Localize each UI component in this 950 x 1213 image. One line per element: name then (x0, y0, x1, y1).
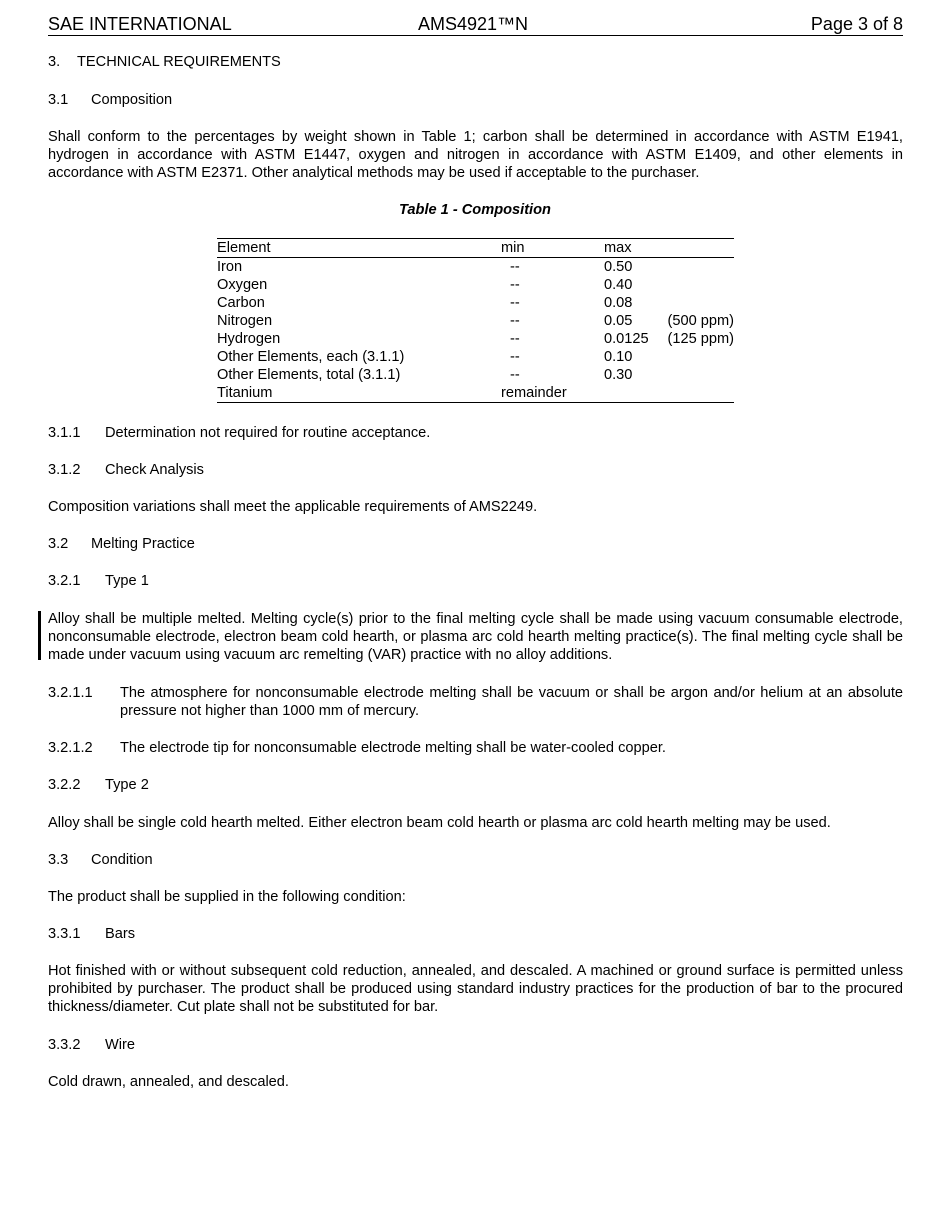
header-page-number: Page 3 of 8 (810, 14, 903, 34)
section-3-1-body: Shall conform to the percentages by weight shown in Table 1; carbon shall be determined in accordance with ASTM E1941, hydrogen in accordance with ASTM E1447, oxygen and nitrogen in accordance with ASTM E1409, and other elements in accordance with ASTM E2371. Other analytical methods may be used if acceptable to the purchaser. (48, 129, 903, 181)
table-header-row (217, 239, 734, 258)
cell-min: -- (510, 295, 520, 311)
cell-max (604, 384, 660, 403)
cell-max: 0.05 (604, 313, 633, 329)
section-3-3-2-body: Cold drawn, annealed, and descaled. (48, 1074, 289, 1090)
cell-ppm: (500 ppm) (667, 313, 734, 329)
section-3-2-1-1 (48, 684, 903, 720)
table-row (217, 312, 734, 330)
header-organization: SAE INTERNATIONAL (48, 14, 232, 34)
section-number: 3.2.1.1 (48, 685, 93, 701)
section-3-3-heading (48, 851, 153, 869)
table-row (217, 384, 734, 403)
cell-min: -- (510, 259, 520, 275)
section-3-3-body: The product shall be supplied in the following condition: (48, 889, 406, 905)
cell-element: Other Elements, each (3.1.1) (217, 349, 405, 365)
cell-max: 0.08 (604, 295, 633, 311)
header-document-number: AMS4921™N (418, 14, 529, 34)
section-text: The electrode tip for nonconsumable electrode melting shall be water-cooled copper. (120, 740, 666, 756)
section-title: Check Analysis (105, 462, 204, 478)
section-3-3-1-heading (48, 925, 135, 943)
section-title: Melting Practice (91, 536, 195, 552)
section-3-3-1-body: Hot finished with or without subsequent cold reduction, annealed, and descaled. A machined or ground surface is permitted unless prohibited by purchaser. The product shall be produced using standard industry practices for the production of bar to the procured thickness/diameter. Cut plate shall not be substituted for bar. (48, 963, 903, 1015)
section-3-1-1 (48, 424, 430, 442)
section-number: 3.3.1 (48, 926, 81, 942)
table-row (217, 294, 734, 312)
cell-min: -- (510, 277, 520, 293)
page-header (48, 13, 903, 36)
table-1-caption: Table 1 - Composition (399, 202, 551, 218)
section-3-heading (48, 53, 281, 71)
section-title: Type 1 (105, 573, 149, 589)
cell-max: 0.50 (604, 259, 633, 275)
section-3-2-2-heading (48, 776, 149, 794)
section-3-2-1-2 (48, 739, 903, 757)
section-3-2-2-body: Alloy shall be single cold hearth melted. Either electron beam cold hearth or plasma arc cold hearth melting may be used. (48, 815, 831, 831)
cell-element: Other Elements, total (3.1.1) (217, 367, 401, 383)
table-row (217, 276, 734, 294)
section-3-3-2-heading (48, 1036, 135, 1054)
cell-element: Carbon (217, 295, 265, 311)
cell-element: Oxygen (217, 277, 268, 293)
table-row (217, 366, 734, 384)
cell-max: 0.0125 (604, 331, 649, 347)
cell-min: -- (510, 367, 520, 383)
cell-element: Hydrogen (217, 331, 281, 347)
composition-table (217, 238, 734, 403)
cell-element: Titanium (217, 385, 273, 401)
table-row (217, 258, 734, 277)
section-number: 3.3.2 (48, 1037, 81, 1053)
revision-change-bar (38, 611, 41, 660)
column-header-ppm (660, 239, 734, 258)
section-number: 3.1 (48, 92, 69, 108)
section-title: TECHNICAL REQUIREMENTS (77, 54, 281, 70)
column-header-min: min (501, 240, 525, 256)
cell-max: 0.10 (604, 349, 633, 365)
section-text: The atmosphere for nonconsumable electrode melting shall be vacuum or shall be argon and/or helium at an absolute pressure not higher than 1000 mm of mercury. (120, 685, 903, 719)
section-number: 3.2 (48, 536, 69, 552)
section-3-2-1-heading (48, 572, 149, 590)
section-text: Determination not required for routine acceptance. (105, 425, 431, 441)
cell-max: 0.40 (604, 277, 633, 293)
cell-min: -- (510, 331, 520, 347)
cell-ppm (660, 366, 734, 384)
cell-min: remainder (501, 385, 567, 401)
column-header-element: Element (217, 240, 271, 256)
column-header-max: max (604, 240, 632, 256)
section-3-2-heading (48, 535, 195, 553)
cell-max: 0.30 (604, 367, 633, 383)
section-title: Composition (91, 92, 173, 108)
section-number: 3.2.2 (48, 777, 81, 793)
section-title: Type 2 (105, 777, 149, 793)
section-3-1-2-heading (48, 461, 204, 479)
cell-element: Nitrogen (217, 313, 273, 329)
cell-ppm (660, 348, 734, 366)
cell-ppm (660, 258, 734, 277)
cell-min: -- (510, 313, 520, 329)
section-3-1-heading (48, 91, 172, 109)
cell-element: Iron (217, 259, 243, 275)
table-row (217, 330, 734, 348)
section-3-1-2-body: Composition variations shall meet the applicable requirements of AMS2249. (48, 499, 538, 515)
cell-ppm (660, 276, 734, 294)
section-number: 3. (48, 54, 61, 70)
cell-ppm (660, 294, 734, 312)
section-number: 3.1.1 (48, 425, 81, 441)
section-title: Condition (91, 852, 153, 868)
section-number: 3.3 (48, 852, 69, 868)
section-number: 3.2.1.2 (48, 740, 93, 756)
cell-min: -- (510, 349, 520, 365)
section-title: Wire (105, 1037, 135, 1053)
section-3-2-1-body: Alloy shall be multiple melted. Melting cycle(s) prior to the final melting cycle shall be made using vacuum consumable electrode, nonconsumable electrode, electron beam cold hearth, or plasma arc cold hearth melting practice(s). The final melting cycle shall be made under vacuum using vacuum arc remelting (VAR) practice with no alloy additions. (48, 611, 903, 663)
section-number: 3.1.2 (48, 462, 81, 478)
cell-ppm: (125 ppm) (667, 331, 734, 347)
section-title: Bars (105, 926, 136, 942)
cell-ppm (660, 384, 734, 403)
section-number: 3.2.1 (48, 573, 81, 589)
table-row (217, 348, 734, 366)
